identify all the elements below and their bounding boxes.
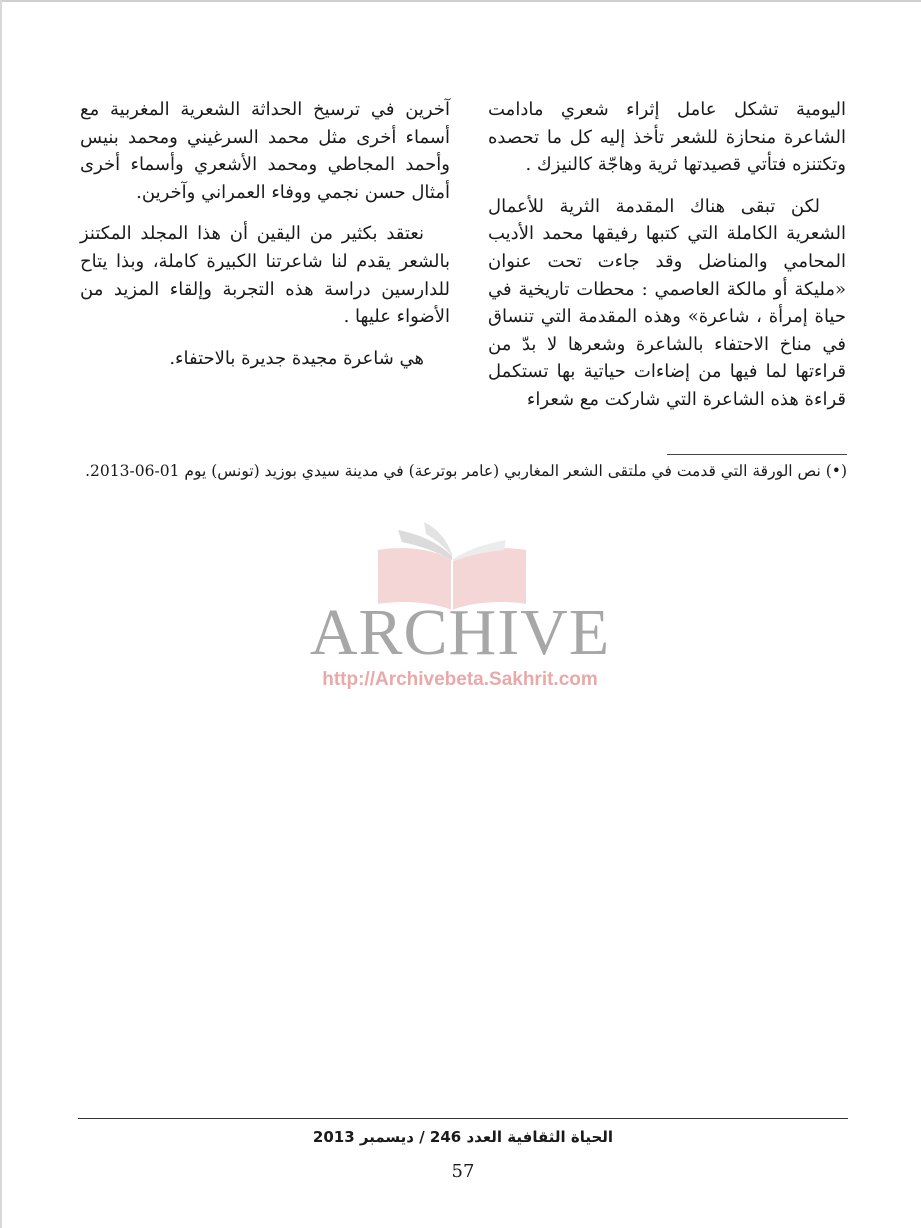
scan-edge-top [0, 0, 921, 2]
footer-divider [78, 1118, 848, 1119]
journal-footer: الحياة الثقافية العدد 246 / ديسمبر 2013 [312, 1128, 614, 1146]
paragraph: اليومية تشكل عامل إثراء شعري مادامت الشاعرة منحازة للشعر تأخذ إليه كل ما تحصده وتكتنزه فتأتي قصيدتها ثرية وهاجّة كالنيزك . [488, 99, 846, 176]
footnote: (•) نص الورقة التي قدمت في ملتقى الشعر المغاربي (عامر بوترعة) في مدينة سيدي بوزيد (تونس) يوم 01-06-2013. [85, 462, 847, 480]
paragraph: آخرين في ترسيخ الحداثة الشعرية المغربية مع أسماء أخرى مثل محمد السرغيني ومحمد بنيس وأحمد المجاطي ومحمد الأشعري وأسماء أخرى أمثال حسن نجمي ووفاء العمراني وآخرين. [80, 99, 450, 203]
watermark-title: ARCHIVE [309, 596, 611, 669]
page-number: 57 [451, 1161, 475, 1182]
article-column-left [80, 96, 450, 372]
watermark-url: http://Archivebeta.Sakhrit.com [322, 669, 598, 690]
paragraph: لكن تبقى هناك المقدمة الثرية للأعمال الشعرية الكاملة التي كتبها رفيقها محمد الأديب المحامي والمناضل وقد جاءت تحت عنوان «مليكة أو مالكة العاصمي : محطات تاريخية في حياة إمرأة ، شاعرة» وهذه المقدمة التي تنساق في مناخ الاحتفاء بالشاعرة وشعرها لا بدّ من قراءتها لما فيها من إضاءات حياتية بها تستكمل قراءة هذه الشاعرة التي شاركت مع شعراء [488, 195, 846, 410]
article-column-right [488, 96, 846, 414]
footnote-divider [667, 454, 847, 455]
paragraph: هي شاعرة مجيدة جديرة بالاحتفاء. [169, 347, 424, 369]
paragraph: نعتقد بكثير من اليقين أن هذا المجلد المكتنز بالشعر يقدم لنا شاعرتنا الكبيرة كاملة، وبذا يتاح للدارسين دراسة هذه التجربة وإلقاء المزيد من الأضواء عليها . [80, 223, 450, 328]
scan-edge-left [0, 0, 2, 1228]
